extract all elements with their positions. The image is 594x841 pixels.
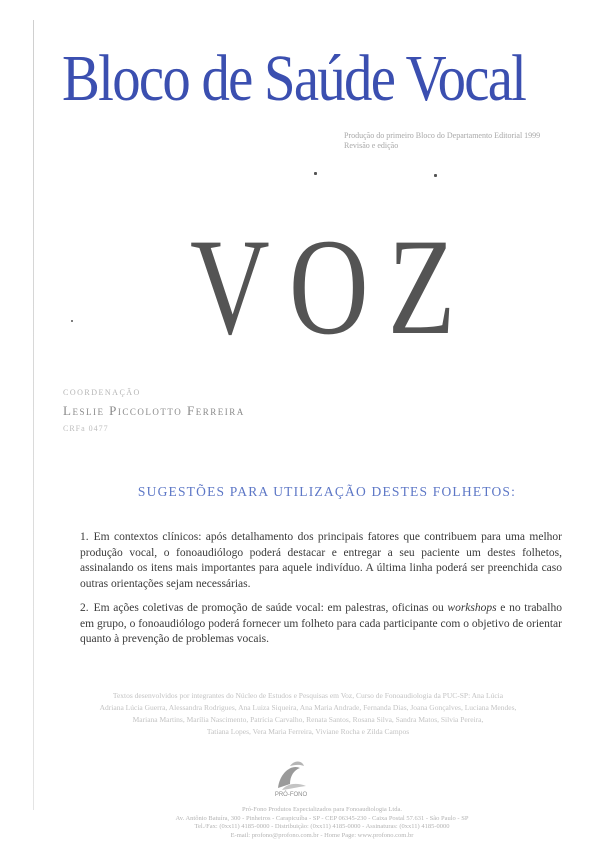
coordination-label: COORDENAÇÃO (63, 388, 141, 397)
footer-line: Av. Antônio Batuíra, 300 - Pinheiros - Carapicuíba - SP - CEP 06345-230 - Caixa Postal 57.631 - São Paulo - SP (175, 814, 469, 822)
scan-speck (314, 172, 317, 175)
footer-line: Pró-Fono Produtos Especializados para Fonoaudiologia Ltda. (242, 806, 402, 813)
scan-speck (434, 174, 437, 177)
scan-speck (71, 320, 73, 322)
credits-line: Mariana Martins, Marília Nascimento, Patrícia Carvalho, Renata Santos, Rosana Silva, Sandra Matos, Silvia Pereira, (132, 715, 484, 724)
coordinator-name: Leslie Piccolotto Ferreira (63, 403, 245, 418)
suggestion-text: Em contextos clínicos: após detalhamento dos principais fatores que contribuem para uma melhor produção vocal, o fonoaudiólogo poderá destacar e entregar a seu paciente um destes folhetos, assinalando os itens mais importantes para aquele indivíduo. A última linha poderá ser preenchida caso outras orientações sejam necessárias. (80, 531, 562, 590)
suggestion-item (80, 530, 562, 592)
suggestion-number: 2. (80, 602, 89, 614)
footer-line: E-mail: profono@profono.com.br - Home Page: www.profono.com.br (230, 831, 414, 839)
suggestion-text: e no trabalho em grupo, o fonoaudiólogo poderá fornecer um folheto para cada participante com o objetivo de orientar quanto à prevenção de problemas vocais. (80, 602, 562, 645)
logo-text: PRÓ-FONO (274, 792, 308, 798)
publisher-footer (150, 806, 494, 840)
credits-line: Textos desenvolvidos por integrantes do Núcleo de Estudos e Pesquisas em Voz, Curso de Fonoaudiologia da PUC-SP: Ana Lúcia (112, 691, 504, 700)
suggestion-item (80, 601, 562, 648)
credits-line: Adriana Lúcia Guerra, Alessandra Rodrigues, Ana Luiza Siqueira, Ana Maria Andrade, Fernanda Dias, Joana Gonçalves, Luciana Mendes, (99, 703, 517, 712)
voz-title: VOZ (190, 210, 475, 363)
publisher-logo-mark (268, 758, 314, 798)
credits-line: Tatiana Lopes, Vera Maria Ferreira, Viviane Rocha e Zilda Campos (206, 727, 410, 736)
coordinator-registration: CRFa 0477 (63, 424, 109, 433)
document-title: Bloco de Saúde Vocal (62, 42, 526, 115)
publisher-logo (268, 758, 314, 798)
document-subtitle (344, 131, 564, 151)
subtitle-line: Revisão e edição (344, 141, 399, 150)
subtitle-line: Produção do primeiro Bloco do Departamento Editorial 1999 (344, 131, 541, 140)
suggestion-text-italic: workshops (447, 602, 497, 614)
suggestions-heading: SUGESTÕES PARA UTILIZAÇÃO DESTES FOLHETOS: (137, 484, 517, 499)
credits-block (58, 690, 558, 738)
footer-line: Tel./Fax: (0xx11) 4185-0000 - Distribuição: (0xx11) 4185-0000 - Assinaturas: (0xx11) 4185-0000 (194, 823, 450, 830)
scan-edge-line (33, 20, 34, 810)
suggestion-text: Em ações coletivas de promoção de saúde vocal: em palestras, oficinas ou (93, 602, 448, 614)
suggestion-number: 1. (80, 531, 89, 543)
